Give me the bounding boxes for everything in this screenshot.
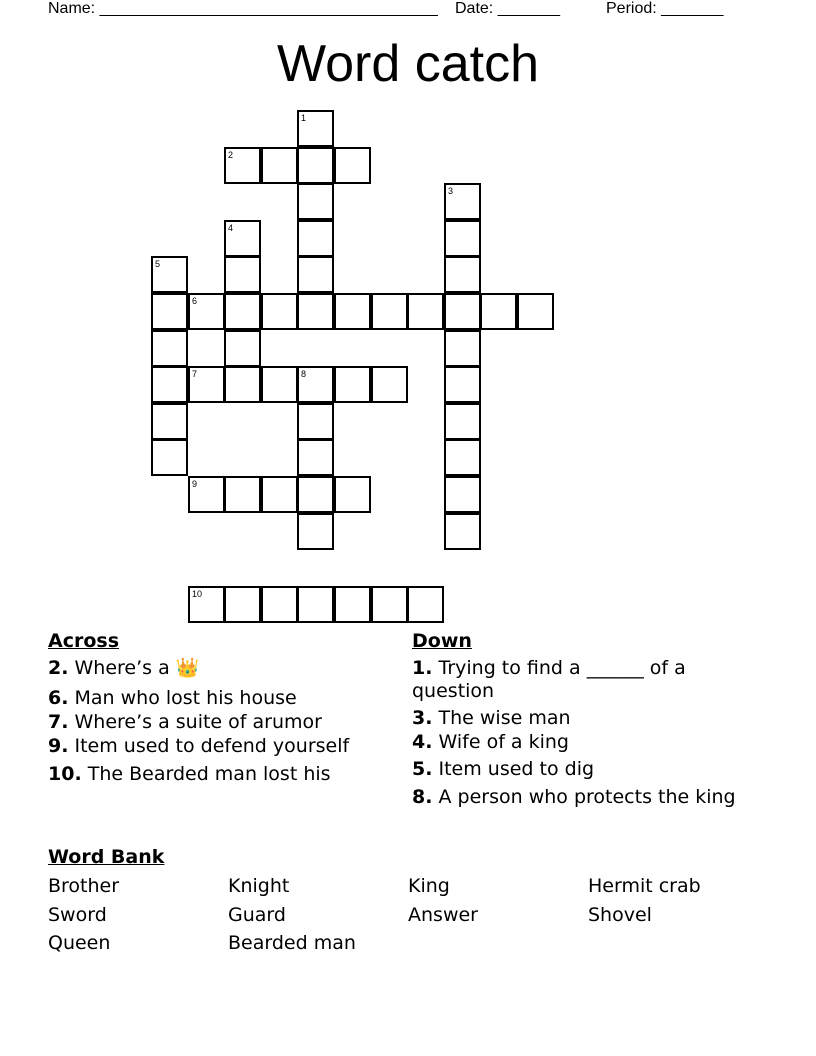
grid-cell[interactable] [297,439,334,476]
grid-cell[interactable] [407,586,444,623]
grid-cell[interactable] [444,403,481,440]
word-bank-item: Guard [228,904,286,926]
clue-across-2: 2. Where’s a 👑 [48,657,200,679]
cell-number: 4 [228,223,234,233]
page-title: Word catch [276,35,540,93]
clue-across-10: 10. The Bearded man lost his [48,763,331,785]
grid-cell[interactable] [444,183,481,220]
word-bank-item: Hermit crab [588,875,701,897]
clue-across-9: 9. Item used to defend yourself [48,735,350,757]
cell-number: 5 [155,259,161,269]
word-bank-item: Brother [48,875,120,897]
name-field[interactable]: Name: ______________________________________ [48,0,438,17]
word-bank-item: Bearded man [228,932,356,954]
grid-cell[interactable] [444,293,481,330]
clue-down-1: 1. Trying to find a ______ of a question [412,657,686,702]
grid-cell[interactable] [151,330,188,367]
grid-cell[interactable] [224,220,261,257]
grid-cell[interactable] [444,220,481,257]
word-bank-item: King [408,875,450,897]
word-bank-item: Shovel [588,904,652,926]
period-field[interactable]: Period: _______ [606,0,724,17]
down-heading: Down [412,630,472,652]
cell-number: 1 [301,113,307,123]
grid-cell[interactable] [444,256,481,293]
grid-cell[interactable] [517,293,554,330]
grid-cell[interactable] [407,293,444,330]
cell-number: 6 [192,296,198,306]
grid-cell[interactable] [224,147,261,184]
word-bank-item: Knight [228,875,290,897]
grid-cell[interactable] [334,366,371,403]
grid-cell[interactable] [261,366,298,403]
grid-cell[interactable] [297,403,334,440]
date-field[interactable]: Date: _______ [455,0,560,17]
grid-cell[interactable] [297,256,334,293]
grid-cell[interactable] [297,476,334,513]
grid-cell[interactable] [224,586,261,623]
clue-down-8: 8. A person who protects the king [412,786,736,808]
grid-cell[interactable] [334,476,371,513]
grid-cell[interactable] [297,513,334,550]
clue-across-6: 6. Man who lost his house [48,687,297,709]
clue-across-7: 7. Where’s a suite of arumor [48,711,322,733]
grid-cell[interactable] [151,439,188,476]
grid-cell[interactable] [151,403,188,440]
grid-cell[interactable] [261,586,298,623]
grid-cell[interactable] [151,256,188,293]
word-bank-item: Sword [48,904,107,926]
word-bank-item: Queen [48,932,111,954]
grid-cell[interactable] [371,293,408,330]
grid-cell[interactable] [334,147,371,184]
grid-cell[interactable] [188,586,225,623]
grid-cell[interactable] [444,330,481,367]
grid-cell[interactable] [261,147,298,184]
cell-number: 9 [192,479,198,489]
grid-cell[interactable] [224,366,261,403]
cell-number: 8 [301,369,307,379]
cell-number: 10 [192,589,203,599]
cell-number: 2 [228,150,234,160]
grid-cell[interactable] [188,293,225,330]
cell-number: 7 [192,369,198,379]
grid-cell[interactable] [188,366,225,403]
grid-cell[interactable] [297,110,334,147]
grid-cell[interactable] [224,476,261,513]
grid-cell[interactable] [297,366,334,403]
word-bank-heading: Word Bank [48,846,165,868]
grid-cell[interactable] [151,366,188,403]
grid-cell[interactable] [261,476,298,513]
grid-cell[interactable] [297,147,334,184]
grid-cell[interactable] [224,293,261,330]
word-bank-item: Answer [408,904,478,926]
clue-down-3: 3. The wise man [412,707,571,729]
grid-cell[interactable] [371,586,408,623]
grid-cell[interactable] [480,293,517,330]
grid-cell[interactable] [334,293,371,330]
grid-cell[interactable] [224,256,261,293]
grid-cell[interactable] [297,293,334,330]
grid-cell[interactable] [444,439,481,476]
grid-cell[interactable] [444,476,481,513]
clue-down-4: 4. Wife of a king [412,731,569,753]
grid-cell[interactable] [334,586,371,623]
grid-cell[interactable] [261,293,298,330]
grid-cell[interactable] [151,293,188,330]
clue-down-5: 5. Item used to dig [412,758,595,780]
across-clues [48,630,388,787]
grid-cell[interactable] [444,513,481,550]
grid-cell[interactable] [444,366,481,403]
cell-number: 3 [448,186,454,196]
grid-cell[interactable] [297,586,334,623]
grid-cell[interactable] [188,476,225,513]
down-clues [412,630,742,810]
grid-cell[interactable] [224,330,261,367]
grid-cell[interactable] [297,220,334,257]
grid-cell[interactable] [371,366,408,403]
grid-cell[interactable] [297,183,334,220]
across-heading: Across [48,630,120,652]
